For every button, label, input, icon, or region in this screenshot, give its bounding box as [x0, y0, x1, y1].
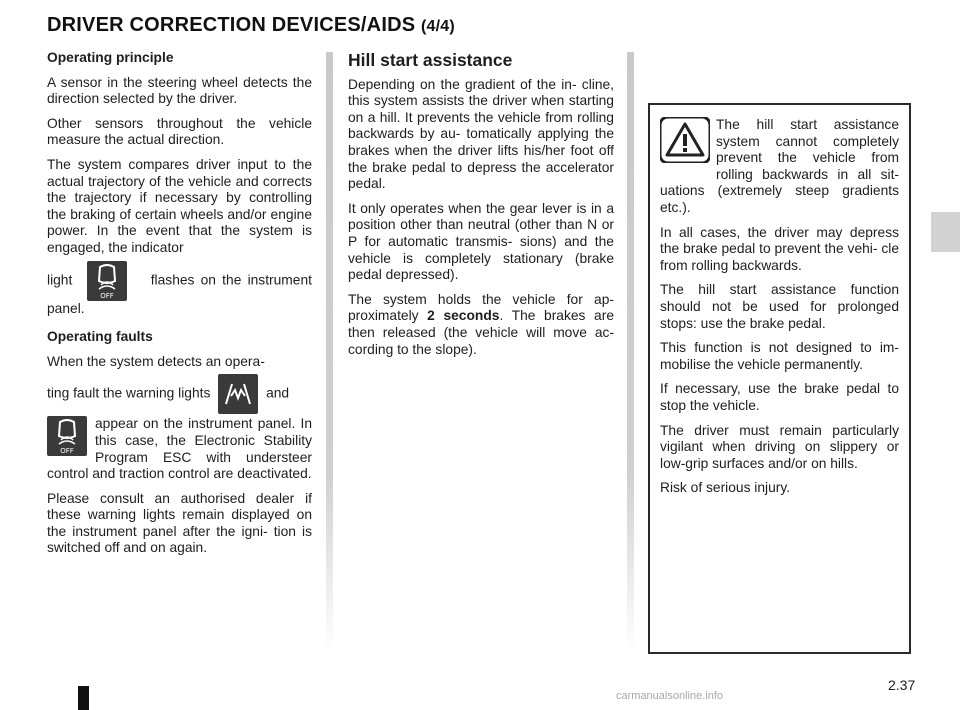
esc-off-icon	[47, 416, 87, 456]
warning-paragraph: Risk of serious injury.	[660, 480, 791, 496]
paragraph: Please consult an authorised dealer if these warning lights remain displayed on the instrument panel after the igni- tion is switched off and on again.	[47, 490, 312, 556]
text-after: flashes on the instrument panel.	[47, 272, 312, 316]
text: The system holds the vehicle for ap- proximately	[348, 291, 614, 324]
text: ting fault the warning lights	[47, 385, 211, 401]
corner-marker	[78, 686, 89, 710]
page-number: 2.37	[888, 677, 916, 693]
warning-triangle-icon	[660, 117, 710, 163]
paragraph	[348, 292, 614, 358]
text: and	[266, 385, 290, 401]
warning-content	[660, 117, 899, 497]
watermark: carmanualsonline.info	[616, 690, 724, 702]
page-title	[47, 14, 455, 37]
page-title-suffix: (4/4)	[421, 18, 455, 35]
section-tab	[931, 212, 960, 252]
warning-paragraph: This function is not designed to im- mobilise the vehicle permanently.	[660, 340, 899, 372]
heading-operating-faults: Operating faults	[47, 329, 153, 345]
svg-text:OFF: OFF	[99, 291, 114, 300]
text-bold: 2 seconds	[427, 308, 500, 324]
column-hill-start	[348, 52, 614, 366]
paragraph: A sensor in the steering wheel detects the direction selected by the driver.	[47, 74, 312, 107]
paragraph: The system compares driver input to the actual trajectory of the vehicle and corrects the trajectory if necessary by controlling the braking of certain wheels and/or engine power. In the event that the system is engaged, the indicator	[47, 156, 312, 255]
paragraph: It only operates when the gear lever is in a position other than neutral (other than N or P for automatic transmis- sions) and the vehicle is completely stationary (brake pedal depressed).	[348, 200, 614, 283]
paragraph: Other sensors throughout the vehicle measure the actual direction.	[47, 115, 312, 148]
column-divider	[627, 52, 634, 652]
paragraph-indicator	[47, 261, 312, 318]
text: appear on the instrument panel. In this case, the Electronic Stability Program ESC with understeer control and traction control are deactivated.	[47, 416, 312, 482]
column-operating	[47, 50, 312, 565]
svg-text:OFF: OFF	[60, 447, 74, 456]
warning-paragraph: The hill start assistance system cannot completely prevent the vehicle from rolling backwards in all sit- uations (extremely steep gradients etc.).	[660, 117, 899, 215]
warning-paragraph: In all cases, the driver may depress the brake pedal to prevent the vehi- cle from rolling backwards.	[660, 224, 899, 273]
column-divider	[326, 52, 333, 652]
text-light: light	[47, 272, 73, 288]
warning-box	[648, 103, 911, 654]
paragraph: Depending on the gradient of the in- cline, this system assists the driver when starting on a hill. It prevents the vehicle from rolling backwards by au- tomatically applying the brakes when the driver lifts his/her foot off the brake pedal to depress the accelerator pedal.	[348, 76, 614, 192]
stability-fault-icon	[218, 374, 258, 414]
heading-hill-start: Hill start assistance	[348, 50, 513, 70]
text: . The brakes are then released (the vehicle will move ac- cording to the slope).	[348, 308, 614, 357]
warning-paragraph: The driver must remain particularly vigilant when driving on slippery or low-grip surfaces and/or on hills.	[660, 422, 899, 471]
paragraph-warning-lights	[47, 374, 312, 414]
esc-off-icon	[87, 261, 127, 301]
page-title-text: DRIVER CORRECTION DEVICES/AIDS	[47, 14, 416, 36]
warning-paragraph: If necessary, use the brake pedal to stop the vehicle.	[660, 381, 899, 413]
paragraph	[47, 416, 312, 482]
paragraph: When the system detects an opera-	[47, 353, 265, 369]
warning-paragraph: The hill start assistance function should not be used for prolonged stops: use the brake pedal.	[660, 282, 899, 331]
heading-operating-principle: Operating principle	[47, 50, 174, 65]
